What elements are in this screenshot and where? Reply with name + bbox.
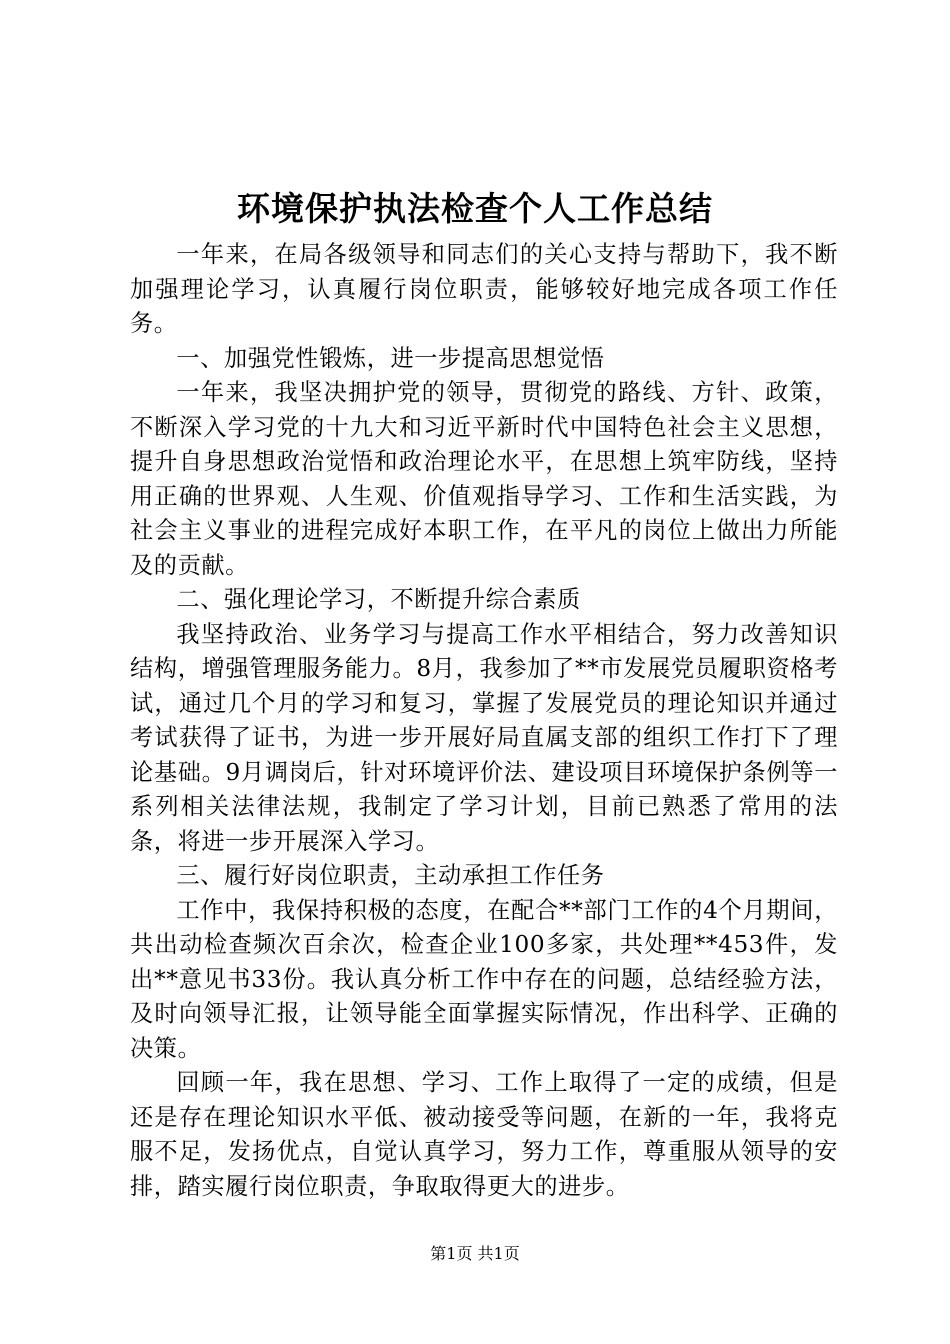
section-paragraph-3: 工作中，我保持积极的态度，在配合**部门工作的4个月期间，共出动检查频次百余次，检查企业100多家，共处理**453件，发出**意见书33份。我认真分析工作中存在的问题，总结经验方法，及时向领导汇报，让领导能全面掌握实际情况，作出科学、正确的决策。 xyxy=(130,896,838,1062)
section-heading-1: 一、加强党性锻炼，进一步提高思想觉悟 xyxy=(176,344,605,372)
document-body xyxy=(130,238,838,1204)
section-paragraph-2: 我坚持政治、业务学习与提高工作水平相结合，努力改善知识结构，增强管理服务能力。8月，我参加了**市发展党员履职资格考试，通过几个月的学习和复习，掌握了发展党员的理论知识并通过考试获得了证书，为进一步开展好局直属支部的组织工作打下了理论基础。9月调岗后，针对环境评价法、建设项目环境保护条例等一系列相关法律法规，我制定了学习计划，目前已熟悉了常用的法条，将进一步开展深入学习。 xyxy=(130,620,838,855)
section-paragraph-1: 一年来，我坚决拥护党的领导，贯彻党的路线、方针、政策，不断深入学习党的十九大和习近平新时代中国特色社会主义思想，提升自身思想政治觉悟和政治理论水平，在思想上筑牢防线，坚持用正确的世界观、人生观、价值观指导学习、工作和生活实践，为社会主义事业的进程完成好本职工作，在平凡的岗位上做出力所能及的贡献。 xyxy=(130,379,838,579)
conclusion-paragraph: 回顾一年，我在思想、学习、工作上取得了一定的成绩，但是还是存在理论知识水平低、被动接受等问题，在新的一年，我将克服不足，发扬优点，自觉认真学习，努力工作，尊重服从领导的安排，踏实履行岗位职责，争取取得更大的进步。 xyxy=(130,1069,838,1200)
section-heading-2: 二、强化理论学习，不断提升综合素质 xyxy=(176,586,581,613)
page-number-footer: 第1页 共1页 xyxy=(430,1244,520,1263)
section-heading-3: 三、履行好岗位职责，主动承担工作任务 xyxy=(176,862,605,889)
intro-paragraph: 一年来，在局各级领导和同志们的关心支持与帮助下，我不断加强理论学习，认真履行岗位职责，能够较好地完成各项工作任务。 xyxy=(130,241,838,337)
document-title: 环境保护执法检查个人工作总结 xyxy=(237,189,713,228)
